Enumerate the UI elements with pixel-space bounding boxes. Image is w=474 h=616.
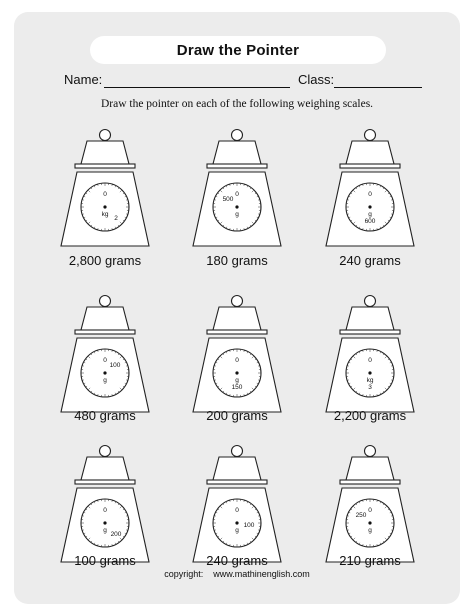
weighing-scale-drawing <box>177 126 297 254</box>
dial-mark: 150 <box>231 384 243 391</box>
dial-unit: kg <box>366 377 374 384</box>
scale-ring <box>100 130 111 141</box>
class-label: Class: <box>298 72 335 87</box>
scale-weight-label: 240 grams <box>206 553 268 568</box>
scale-weight-label: 210 grams <box>339 553 401 568</box>
dial-unit: g <box>103 527 107 534</box>
dial-mark: 0 <box>235 191 239 198</box>
scale-weight-label: 180 grams <box>206 253 268 268</box>
weighing-scale-drawing <box>177 442 297 570</box>
dial-unit: g <box>368 211 372 218</box>
scale-ring <box>365 130 376 141</box>
dial-mark: 100 <box>109 362 121 369</box>
dial-unit: g <box>368 527 372 534</box>
weighing-scale-drawing <box>45 126 165 254</box>
scale-pan <box>346 307 394 330</box>
dial-mark: 0 <box>235 507 239 514</box>
dial-mark: 100 <box>243 522 255 529</box>
scale-weight-label: 200 grams <box>206 408 268 423</box>
dial-mark: 0 <box>368 507 372 514</box>
dial-unit: g <box>235 377 239 384</box>
dial-center <box>368 371 371 374</box>
dial-mark: 200 <box>110 531 122 538</box>
scale-weight-label: 480 grams <box>74 408 136 423</box>
dial-mark: 600 <box>364 218 376 225</box>
scale-weight-label: 100 grams <box>74 553 136 568</box>
scale-platform <box>75 164 135 168</box>
dial-center <box>235 371 238 374</box>
name-label: Name: <box>64 72 103 87</box>
scale-platform <box>207 480 267 484</box>
title-text: Draw the Pointer <box>176 41 300 59</box>
dial-unit: g <box>235 527 239 534</box>
scale-weight-label: 2,800 grams <box>68 253 142 268</box>
copyright-site: www.mathinenglish.com <box>213 569 310 579</box>
scale-platform <box>75 330 135 334</box>
dial-center <box>103 371 106 374</box>
dial-mark: 3 <box>368 384 372 391</box>
scale-ring <box>365 296 376 307</box>
dial-center <box>368 521 371 524</box>
scale-platform <box>75 480 135 484</box>
dial-mark: 0 <box>235 357 239 364</box>
dial-unit: g <box>235 211 239 218</box>
scale-ring <box>232 130 243 141</box>
scale-ring <box>100 446 111 457</box>
dial-center <box>235 205 238 208</box>
dial-unit: g <box>103 377 107 384</box>
dial-center <box>103 205 106 208</box>
dial-center <box>235 521 238 524</box>
scale-pan <box>213 457 261 480</box>
weighing-scale-drawing <box>310 442 430 570</box>
dial-mark: 0 <box>368 357 372 364</box>
scale-pan <box>81 307 129 330</box>
scale-pan <box>346 141 394 164</box>
footer <box>0 569 474 579</box>
dial-mark: 2 <box>114 215 118 222</box>
dial-mark: 250 <box>355 512 367 519</box>
scale-ring <box>232 296 243 307</box>
dial-mark: 0 <box>368 191 372 198</box>
scale-platform <box>340 164 400 168</box>
weighing-scale-drawing <box>310 126 430 254</box>
weighing-scale-drawing <box>177 292 297 420</box>
dial-unit: kg <box>101 211 109 218</box>
scale-pan <box>81 457 129 480</box>
dial-mark: 500 <box>222 196 234 203</box>
scale-ring <box>232 446 243 457</box>
weighing-scale-drawing <box>310 292 430 420</box>
dial-mark: 0 <box>103 357 107 364</box>
scale-weight-label: 240 grams <box>339 253 401 268</box>
scale-ring <box>100 296 111 307</box>
scale-platform <box>340 480 400 484</box>
scale-pan <box>346 457 394 480</box>
scale-ring <box>365 446 376 457</box>
scale-pan <box>213 307 261 330</box>
weighing-scale-drawing <box>45 292 165 420</box>
scale-weight-label: 2,200 grams <box>333 408 407 423</box>
weighing-scale-drawing <box>45 442 165 570</box>
dial-mark: 0 <box>103 507 107 514</box>
dial-center <box>368 205 371 208</box>
dial-center <box>103 521 106 524</box>
copyright-label: copyright: <box>164 569 204 579</box>
dial-mark: 0 <box>103 191 107 198</box>
scale-platform <box>207 164 267 168</box>
scale-pan <box>213 141 261 164</box>
scale-platform <box>340 330 400 334</box>
instructions: Draw the pointer on each of the following weighing scales. <box>100 98 374 110</box>
scale-pan <box>81 141 129 164</box>
scale-platform <box>207 330 267 334</box>
